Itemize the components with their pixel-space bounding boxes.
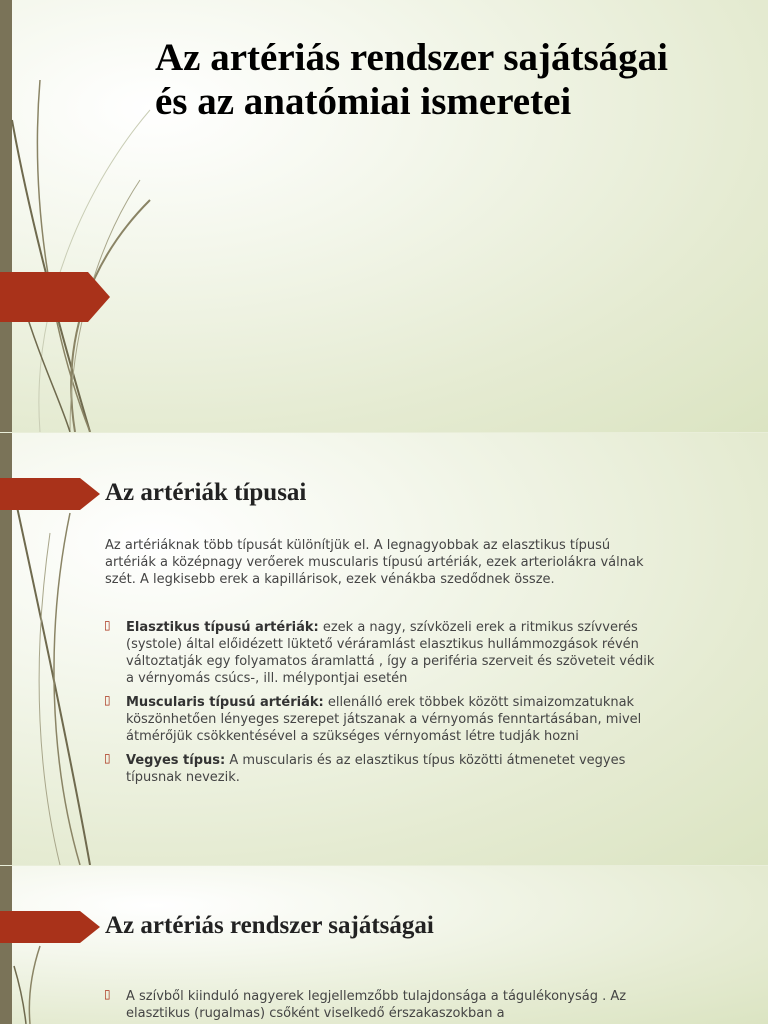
bullet-marker-icon: ▯ — [104, 987, 111, 1001]
title-line-1: Az artériás rendszer sajátságai — [155, 36, 669, 79]
slide-3 — [0, 866, 768, 1024]
bullet-marker-icon: ▯ — [104, 693, 111, 707]
bullet-term: Vegyes típus: — [126, 753, 226, 768]
list-item — [104, 619, 664, 687]
accent-tab — [0, 478, 100, 510]
accent-tab — [0, 911, 100, 943]
intro-paragraph: Az artériáknak több típusát különítjük el. A legnagyobbak az elasztikus típusú artériák a középnagy verőerek muscularis típusú artériák, ezek arteriolákra válnak szét. A legkisebb erek a kapillárisok, ezek vénákba szedődnek össze. — [105, 538, 644, 587]
list-item — [104, 694, 664, 745]
bullet-marker-icon: ▯ — [104, 751, 111, 765]
slide-title: Az artériák típusai — [105, 479, 307, 506]
bullet-list — [104, 619, 664, 793]
title-line-2: és az anatómiai ismeretei — [155, 79, 572, 123]
bullet-text: ellenálló erek többek között simaizomzatuknak köszönhetően lényeges szerepet játszanak a vérnyomás fenntartásában, mivel átmérőjük csökkentésével a szükséges vérnyomást létre tudják hozni — [126, 695, 642, 744]
presentation-title — [155, 36, 715, 123]
accent-tab — [0, 272, 110, 322]
list-item — [104, 752, 664, 786]
slide-title: Az artériás rendszer sajátságai — [105, 912, 434, 939]
slide-1 — [0, 0, 768, 432]
bullet-text: ezek a nagy, szívközeli erek a ritmikus szívverés (systole) által előidézett lüktető véráramlást elasztikus hullámmozgások révén változtatják egy folyamatos áramlattá , így a periféria szerveit és szöveteit védik a vérnyomás csúcs-, ill. mélypontjai esetén — [126, 620, 655, 686]
bullet-text: A muscularis és az elasztikus típus közötti átmenetet vegyes típusnak nevezik. — [126, 753, 626, 785]
bullet-term: Elasztikus típusú artériák: — [126, 620, 319, 635]
bullet-list — [104, 988, 664, 1024]
bullet-marker-icon: ▯ — [104, 618, 111, 632]
slide-2 — [0, 433, 768, 865]
bullet-term: Muscularis típusú artériák: — [126, 695, 324, 710]
list-item — [104, 988, 664, 1022]
bullet-text: A szívből kiinduló nagyerek legjellemzőbb tulajdonsága a tágulékonyság . Az elasztikus (rugalmas) csőként viselkedő érszakaszokban a — [126, 989, 627, 1021]
